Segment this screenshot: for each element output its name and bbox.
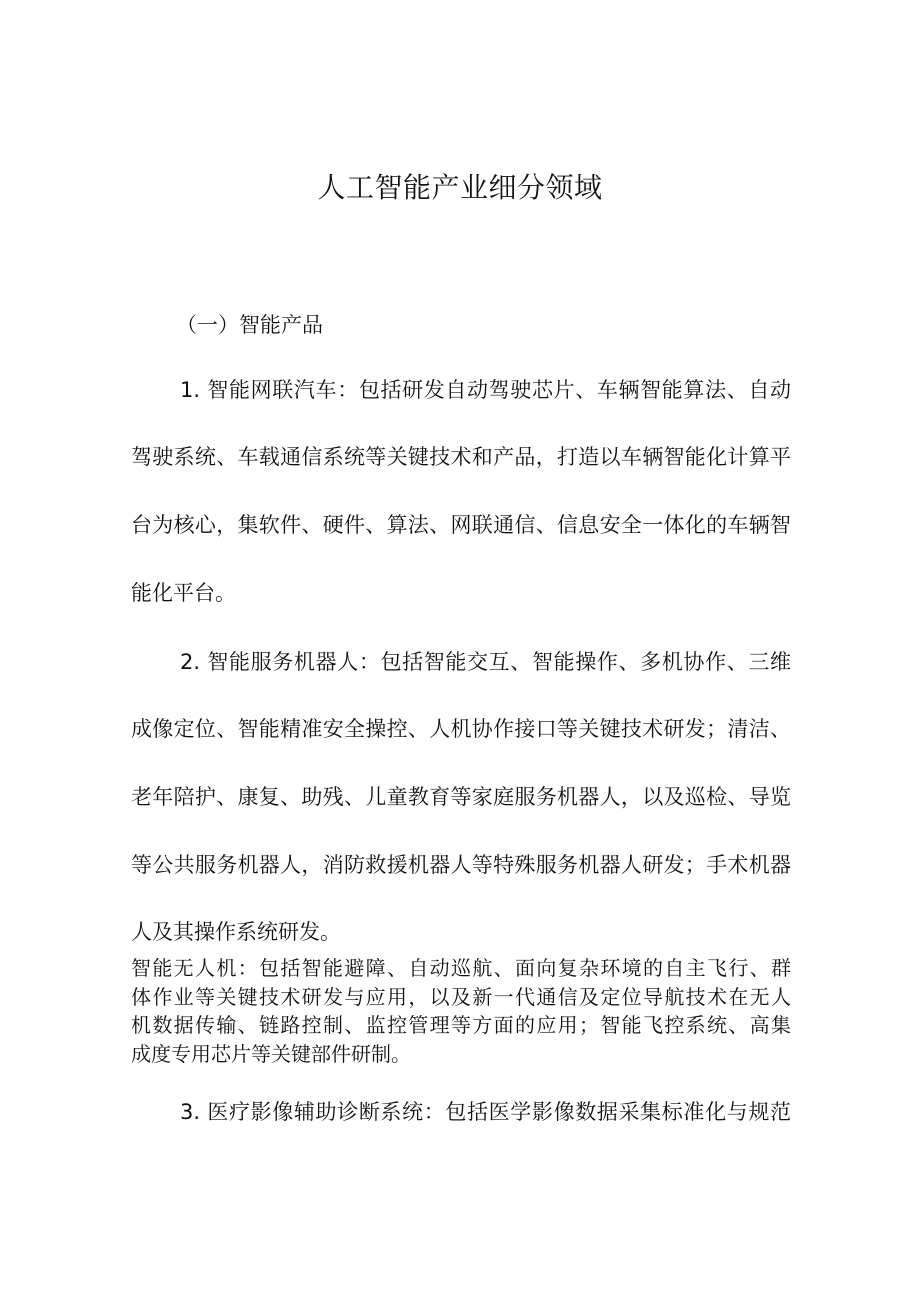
paragraph-line: 体作业等关键技术研发与应用，以及新一代通信及定位导航技术在无人 [131,985,791,1009]
paragraph-line: 台为核心，集软件、硬件、算法、网联通信、信息安全一体化的车辆智 [131,513,791,537]
paragraph-line: 3. 医疗影像辅助诊断系统：包括医学影像数据采集标准化与规范 [180,1100,791,1124]
paragraph-line: 老年陪护、康复、助残、儿童教育等家庭服务机器人，以及巡检、导览 [131,785,791,809]
paragraph-line: 等公共服务机器人，消防救援机器人等特殊服务机器人研发；手术机器 [131,853,791,877]
page-title: 人工智能产业细分领域 [317,171,603,204]
paragraph-line: 成度专用芯片等关键部件研制。 [131,1042,411,1066]
paragraph-line: 人及其操作系统研发。 [131,920,341,944]
paragraph-line: 1. 智能网联汽车：包括研发自动驾驶芯片、车辆智能算法、自动 [180,378,791,402]
paragraph-line: 智能无人机：包括智能避障、自动巡航、面向复杂环境的自主飞行、群 [131,956,791,980]
paragraph-line: 机数据传输、链路控制、监控管理等方面的应用；智能飞控系统、高集 [131,1013,791,1037]
paragraph-line: 2. 智能服务机器人：包括智能交互、智能操作、多机协作、三维 [180,650,791,674]
section-heading: （一）智能产品 [176,313,323,337]
paragraph-line: 驾驶系统、车载通信系统等关键技术和产品，打造以车辆智能化计算平 [131,445,791,469]
paragraph-line: 成像定位、智能精准安全操控、人机协作接口等关键技术研发；清洁、 [131,717,791,741]
paragraph-line: 能化平台。 [131,581,236,605]
